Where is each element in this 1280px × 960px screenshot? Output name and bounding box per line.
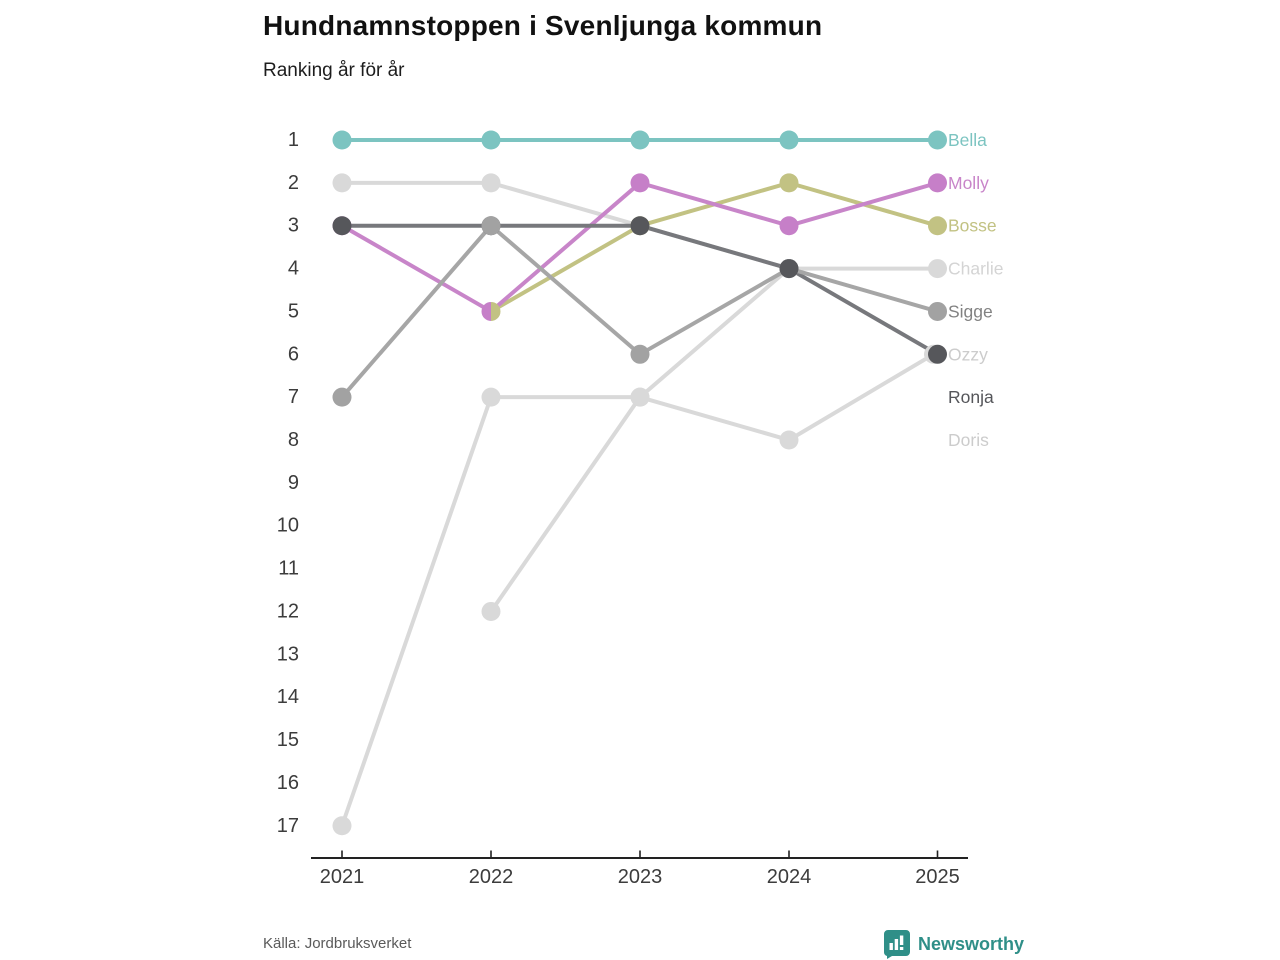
label-ronja: Ronja (948, 387, 994, 408)
label-molly: Molly (948, 172, 989, 193)
page-title: Hundnamnstoppen i Svenljunga kommun (263, 10, 823, 41)
label-sigge: Sigge (948, 301, 993, 322)
dot-ozzy-2024 (780, 431, 799, 450)
line-ronja (342, 226, 938, 355)
y-tick-label: 5 (287, 300, 299, 323)
dot-sigge-2022 (482, 216, 501, 235)
dot-ozzy-2021 (333, 816, 352, 835)
dot-ozzy-2023 (631, 388, 650, 407)
y-tick-label: 3 (287, 214, 299, 237)
dot-charlie-2025 (928, 259, 947, 278)
dot-charlie-2021 (333, 173, 352, 192)
dot-ronja-2025 (928, 345, 947, 364)
y-tick-label: 10 (276, 514, 299, 537)
dot-molly-2023 (631, 173, 650, 192)
label-bosse: Bosse (948, 215, 997, 236)
x-tick-label: 2022 (468, 866, 514, 888)
dot-bella-2025 (928, 131, 947, 150)
dot-ronja-2021 (333, 216, 352, 235)
dot-bella-2023 (631, 131, 650, 150)
x-tick-label: 2023 (617, 866, 663, 888)
source-text: Källa: Jordbruksverket (263, 935, 412, 952)
dot-bosse-2025 (928, 216, 947, 235)
dot-bosse-2024 (780, 173, 799, 192)
line-sigge (342, 226, 938, 397)
dot-ronja-2024 (780, 259, 799, 278)
y-tick-label: 7 (287, 386, 299, 409)
x-tick-label: 2025 (915, 866, 960, 888)
dot-charlie-2022 (482, 173, 501, 192)
y-tick-label: 9 (287, 471, 299, 494)
y-tick-label: 17 (276, 814, 299, 837)
y-tick-label: 8 (287, 429, 299, 452)
line-doris (491, 269, 789, 612)
dot-molly-2024 (780, 216, 799, 235)
label-bella: Bella (948, 130, 987, 150)
y-tick-label: 13 (276, 643, 299, 666)
label-doris: Doris (948, 430, 989, 451)
dot-sigge-2025 (928, 302, 947, 321)
dot-bella-2024 (780, 131, 799, 150)
line-ozzy (342, 354, 934, 825)
y-tick-label: 4 (287, 257, 299, 280)
dot-ronja-2023 (631, 216, 650, 235)
page-subtitle: Ranking år för år (263, 60, 405, 81)
dot-bella-2021 (333, 131, 352, 150)
label-charlie: Charlie (948, 258, 1004, 279)
x-tick-label: 2021 (319, 866, 365, 888)
y-tick-label: 6 (287, 343, 299, 366)
dot-bella-2022 (482, 131, 501, 150)
y-tick-label: 16 (276, 771, 299, 794)
dot-molly-2025 (928, 173, 947, 192)
y-tick-label: 15 (276, 729, 299, 752)
label-ozzy: Ozzy (948, 344, 988, 365)
bar-chart-bubble-icon (884, 930, 910, 959)
y-tick-label: 14 (276, 686, 299, 709)
dot-doris-2022 (482, 602, 501, 621)
dot-sigge-2021 (333, 388, 352, 407)
y-tick-label: 11 (278, 557, 299, 580)
x-tick-label: 2024 (766, 866, 812, 888)
brand-name: Newsworthy (918, 934, 1025, 954)
y-tick-label: 1 (287, 129, 299, 151)
y-tick-label: 12 (276, 600, 299, 623)
dot-sigge-2023 (631, 345, 650, 364)
newsworthy-logo (884, 930, 1024, 959)
y-tick-label: 2 (287, 171, 299, 194)
dot-ozzy-2022 (482, 388, 501, 407)
